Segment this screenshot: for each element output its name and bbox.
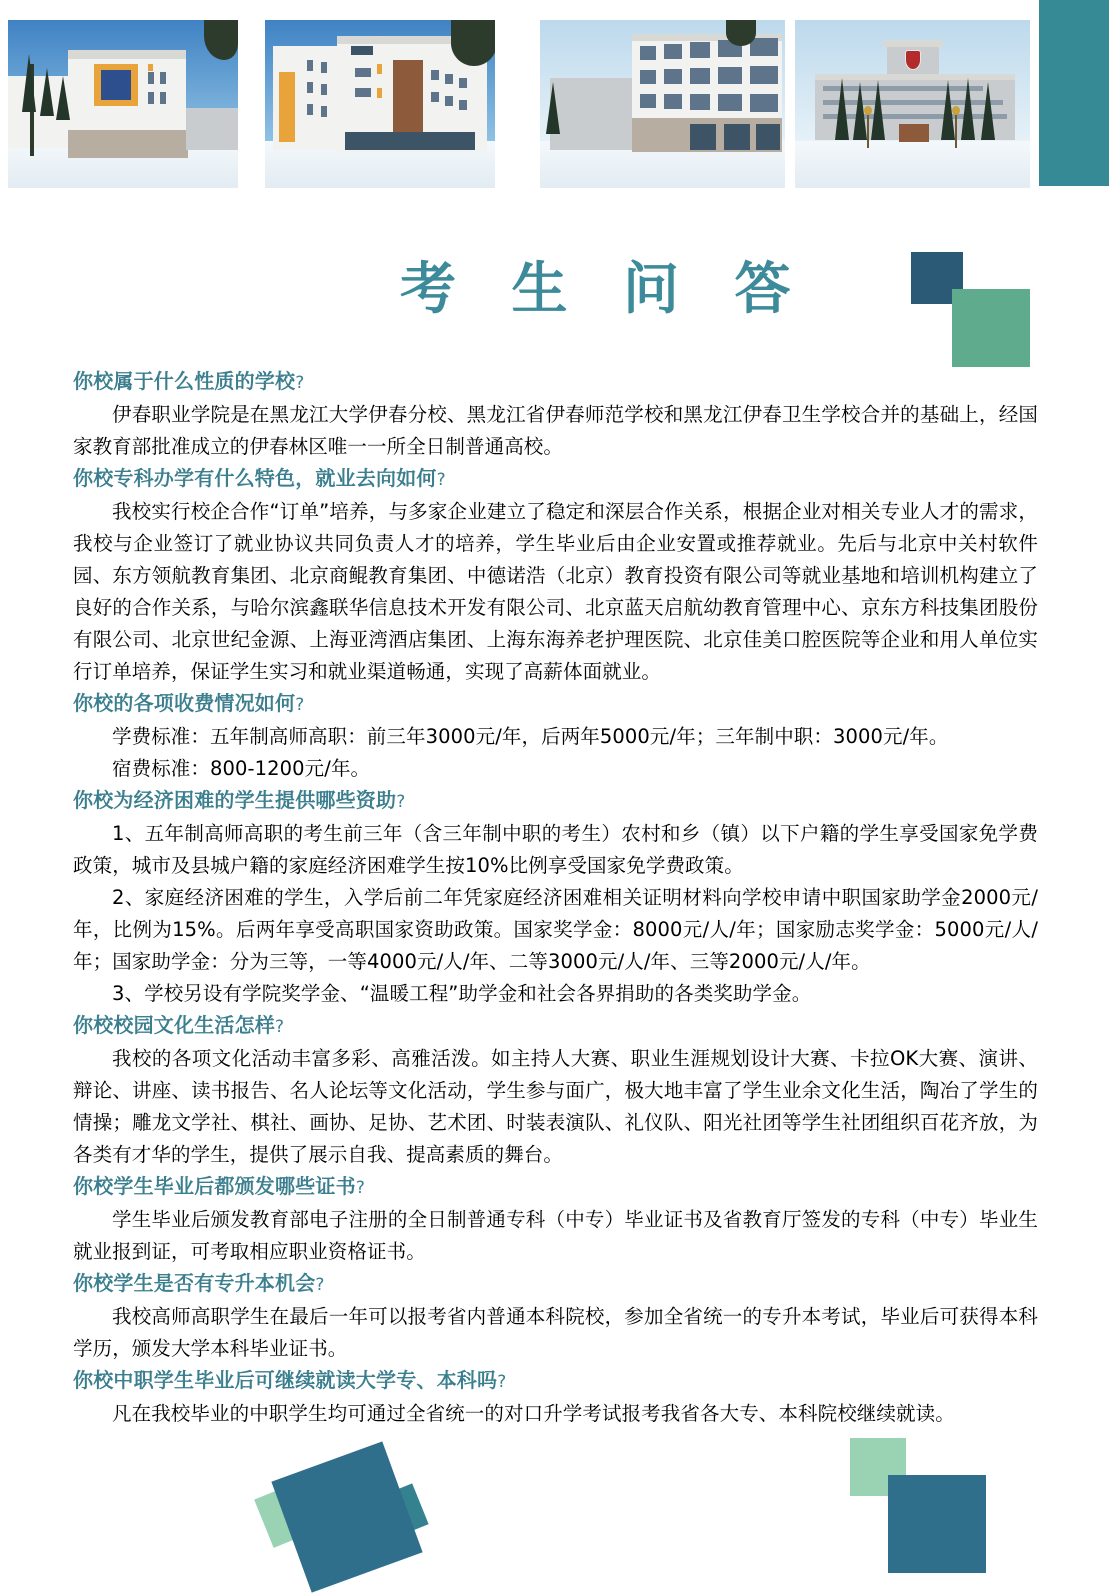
orange-facade-accent (279, 72, 295, 142)
faq-answer-6-p1: 学生毕业后颁发教育部电子注册的全日制普通专科（中专）毕业证书及省教育厅签发的专科（中专）毕业生就业报到证，可考取相应职业资格证书。 (73, 1208, 1038, 1263)
glass-annex (186, 108, 238, 150)
street-lamp-head (864, 106, 872, 115)
main-entrance (899, 124, 929, 142)
window (718, 94, 742, 111)
faq-answer-2-p1: 我校实行校企合作“订单”培养，与多家企业建立了稳定和深层合作关系，根据企业对相关专业人才的需求，我校与企业签订了就业协议共同负责人才的培养，学生毕业后由企业安置或推荐就业。先后与北京中关村软件园、东方领航教育集团、北京商鲲教育集团、中德诺浩（北京）教育投资有限公司等就业基地和培训机构建立了良好的合作关系，与哈尔滨鑫联华信息技术开发有限公司、北京蓝天启航幼教育管理中心、京东方科技集团股份有限公司、北京世纪金源、上海亚湾酒店集团、上海东海养老护理医院、北京佳美口腔医院等企业和用人单位实行订单培养，保证学生实习和就业渠道畅通，实现了高薪体面就业。 (73, 500, 1038, 683)
window (160, 92, 166, 104)
header-photo-strip (0, 0, 1109, 200)
campus-building-photo-1 (8, 20, 238, 188)
faq-answer-3-p1: 学费标准：五年制高师高职：前三年3000元/年，后两年5000元/年；三年制中职：3000元/年。 (112, 725, 949, 748)
question-mark: ? (275, 1017, 285, 1037)
question-mark: ? (295, 695, 305, 715)
window (355, 68, 371, 77)
window (307, 60, 313, 71)
question-mark: ? (396, 792, 406, 812)
question-mark: ? (497, 1372, 507, 1392)
window (750, 66, 778, 84)
conifer-tree (40, 68, 54, 116)
window (307, 82, 313, 93)
faq-question-7-text: 你校学生是否有专升本机会 (73, 1271, 316, 1295)
tree-canopy (726, 20, 756, 46)
faq-question-5 (73, 1010, 1038, 1043)
window (664, 44, 682, 59)
window (756, 124, 780, 150)
decor-blue-square (888, 1475, 986, 1573)
campus-building-photo-2 (265, 20, 495, 188)
ground-floor-glazing (345, 132, 475, 150)
window (431, 92, 439, 102)
faq-answer-7-p1: 我校高师高职学生在最后一年可以报考省内普通本科院校，参加全省统一的专升本考试，毕业后可获得本科学历，颁发大学本科毕业证书。 (73, 1305, 1038, 1360)
campus-building-photo-3 (540, 20, 785, 188)
header-accent-bar (1039, 0, 1109, 186)
window (664, 69, 682, 84)
faq-answer-4-p1: 1、五年制高师高职的考生前三年（含三年制中职的考生）农村和乡（镇）以下户籍的学生享受国家免学费政策，城市及县城户籍的家庭经济困难学生按10%比例享受国家免学费政策。 (73, 822, 1038, 877)
snow-ground (795, 141, 1030, 188)
glass-window-panel (101, 70, 131, 100)
window (321, 84, 327, 95)
faq-content (73, 366, 1038, 1430)
faq-answer-4-p3: 3、学校另设有学院奖学金、“温暖工程”助学金和社会各界捐助的各类奖助学金。 (112, 982, 812, 1005)
faq-answer-5-p1: 我校的各项文化活动丰富多彩、高雅活泼。如主持人大赛、职业生涯规划设计大赛、卡拉OK大赛、演讲、辩论、讲座、读书报告、名人论坛等文化活动，学生参与面广，极大地丰富了学生业余文化生活，陶冶了学生的情操；雕龙文学社、棋社、画协、足协、艺术团、时装表演队、礼仪队、阳光社团等学生社团组织百花齐放，为各类有才华的学生，提供了展示自我、提高素质的舞台。 (73, 1047, 1038, 1166)
window (724, 124, 750, 150)
conifer-tree (56, 76, 70, 120)
conifer-tree (961, 78, 975, 140)
window (445, 96, 453, 106)
window (640, 70, 656, 84)
building-far-wing (550, 78, 640, 150)
street-lamp-post (867, 112, 869, 148)
faq-question-6 (73, 1171, 1038, 1204)
window (718, 67, 742, 84)
window (355, 88, 371, 97)
conifer-tree (22, 54, 36, 112)
building-roof (68, 50, 186, 59)
faq-question-4 (73, 785, 1038, 818)
window (640, 46, 656, 60)
window (321, 106, 327, 117)
question-mark: ? (315, 1275, 325, 1295)
window (321, 62, 327, 73)
conifer-tree (546, 82, 560, 134)
faq-answer-8-p1: 凡在我校毕业的中职学生均可通过全省统一的对口升学考试报考我省各大专、本科院校继续就读。 (112, 1402, 955, 1425)
decor-blue-square (271, 1441, 422, 1592)
wood-facade-panel (393, 60, 423, 138)
window (750, 38, 778, 56)
faq-answer-4-p2: 2、家庭经济困难的学生，入学后前二年凭家庭经济困难相关证明材料向学校申请中职国家助学金2000元/年，比例为15%。后两年享受高职国家资助政策。国家奖学金：8000元/人/年；国家励志奖学金：5000元/人/年；国家助学金：分为三等，一等4000元/人/年、二等3000元/人/年、三等2000元/人/年。 (73, 886, 1038, 973)
question-mark: ? (355, 1178, 366, 1198)
street-lamp-head (952, 106, 960, 115)
faq-question-6-text: 你校学生毕业后都颁发哪些证书 (73, 1174, 356, 1198)
question-mark: ? (436, 470, 446, 490)
footer-decor-right (850, 1435, 1010, 1575)
faq-question-3-text: 你校的各项收费情况如何 (73, 691, 296, 715)
tower-roof (883, 40, 943, 47)
faq-question-4-text: 你校为经济困难的学生提供哪些资助 (73, 788, 397, 812)
conifer-tree (871, 80, 885, 140)
window (640, 94, 656, 108)
window (459, 78, 467, 88)
conifer-tree (835, 78, 849, 140)
window (431, 70, 439, 80)
street-lamp-post (955, 112, 957, 148)
faq-question-2-text: 你校专科办学有什么特色，就业去向如何 (73, 466, 437, 490)
orange-trim (377, 64, 382, 74)
faq-answer-3-p2: 宿费标准：800-1200元/年。 (112, 757, 371, 780)
conifer-tree (981, 82, 995, 140)
window (690, 68, 710, 84)
faq-question-8 (73, 1365, 1038, 1398)
title-decor-green-square (952, 289, 1030, 367)
faq-question-1 (73, 366, 1038, 399)
window (750, 94, 778, 112)
window (690, 94, 710, 110)
window (459, 100, 467, 110)
footer-decor-left (250, 1440, 480, 1580)
window (664, 94, 682, 109)
window-band (823, 114, 1007, 119)
faq-question-1-text: 你校属于什么性质的学校 (73, 369, 296, 393)
window (445, 74, 453, 84)
faq-question-2 (73, 463, 1038, 496)
orange-trim (148, 64, 153, 71)
window (351, 46, 373, 55)
faq-question-3 (73, 688, 1038, 721)
window (690, 124, 716, 150)
window (307, 104, 313, 115)
faq-question-7 (73, 1268, 1038, 1301)
orange-trim (377, 88, 382, 98)
question-mark: ? (295, 373, 305, 393)
window-band (823, 100, 1003, 105)
school-crest (905, 50, 921, 70)
page-title: 考 生 问 答 (400, 257, 809, 322)
window (148, 72, 154, 84)
faq-question-8-text: 你校中职学生毕业后可继续就读大学专、本科吗 (73, 1368, 498, 1392)
window (148, 92, 154, 104)
tree-canopy (451, 20, 495, 66)
campus-building-photo-4 (795, 20, 1030, 188)
building-base (68, 130, 188, 158)
window (160, 72, 166, 84)
window (690, 42, 710, 58)
faq-answer-1-p1: 伊春职业学院是在黑龙江大学伊春分校、黑龙江省伊春师范学校和黑龙江伊春卫生学校合并的基础上，经国家教育部批准成立的伊春林区唯一一所全日制普通高校。 (73, 403, 1038, 458)
faq-question-5-text: 你校校园文化生活怎样 (73, 1013, 275, 1037)
